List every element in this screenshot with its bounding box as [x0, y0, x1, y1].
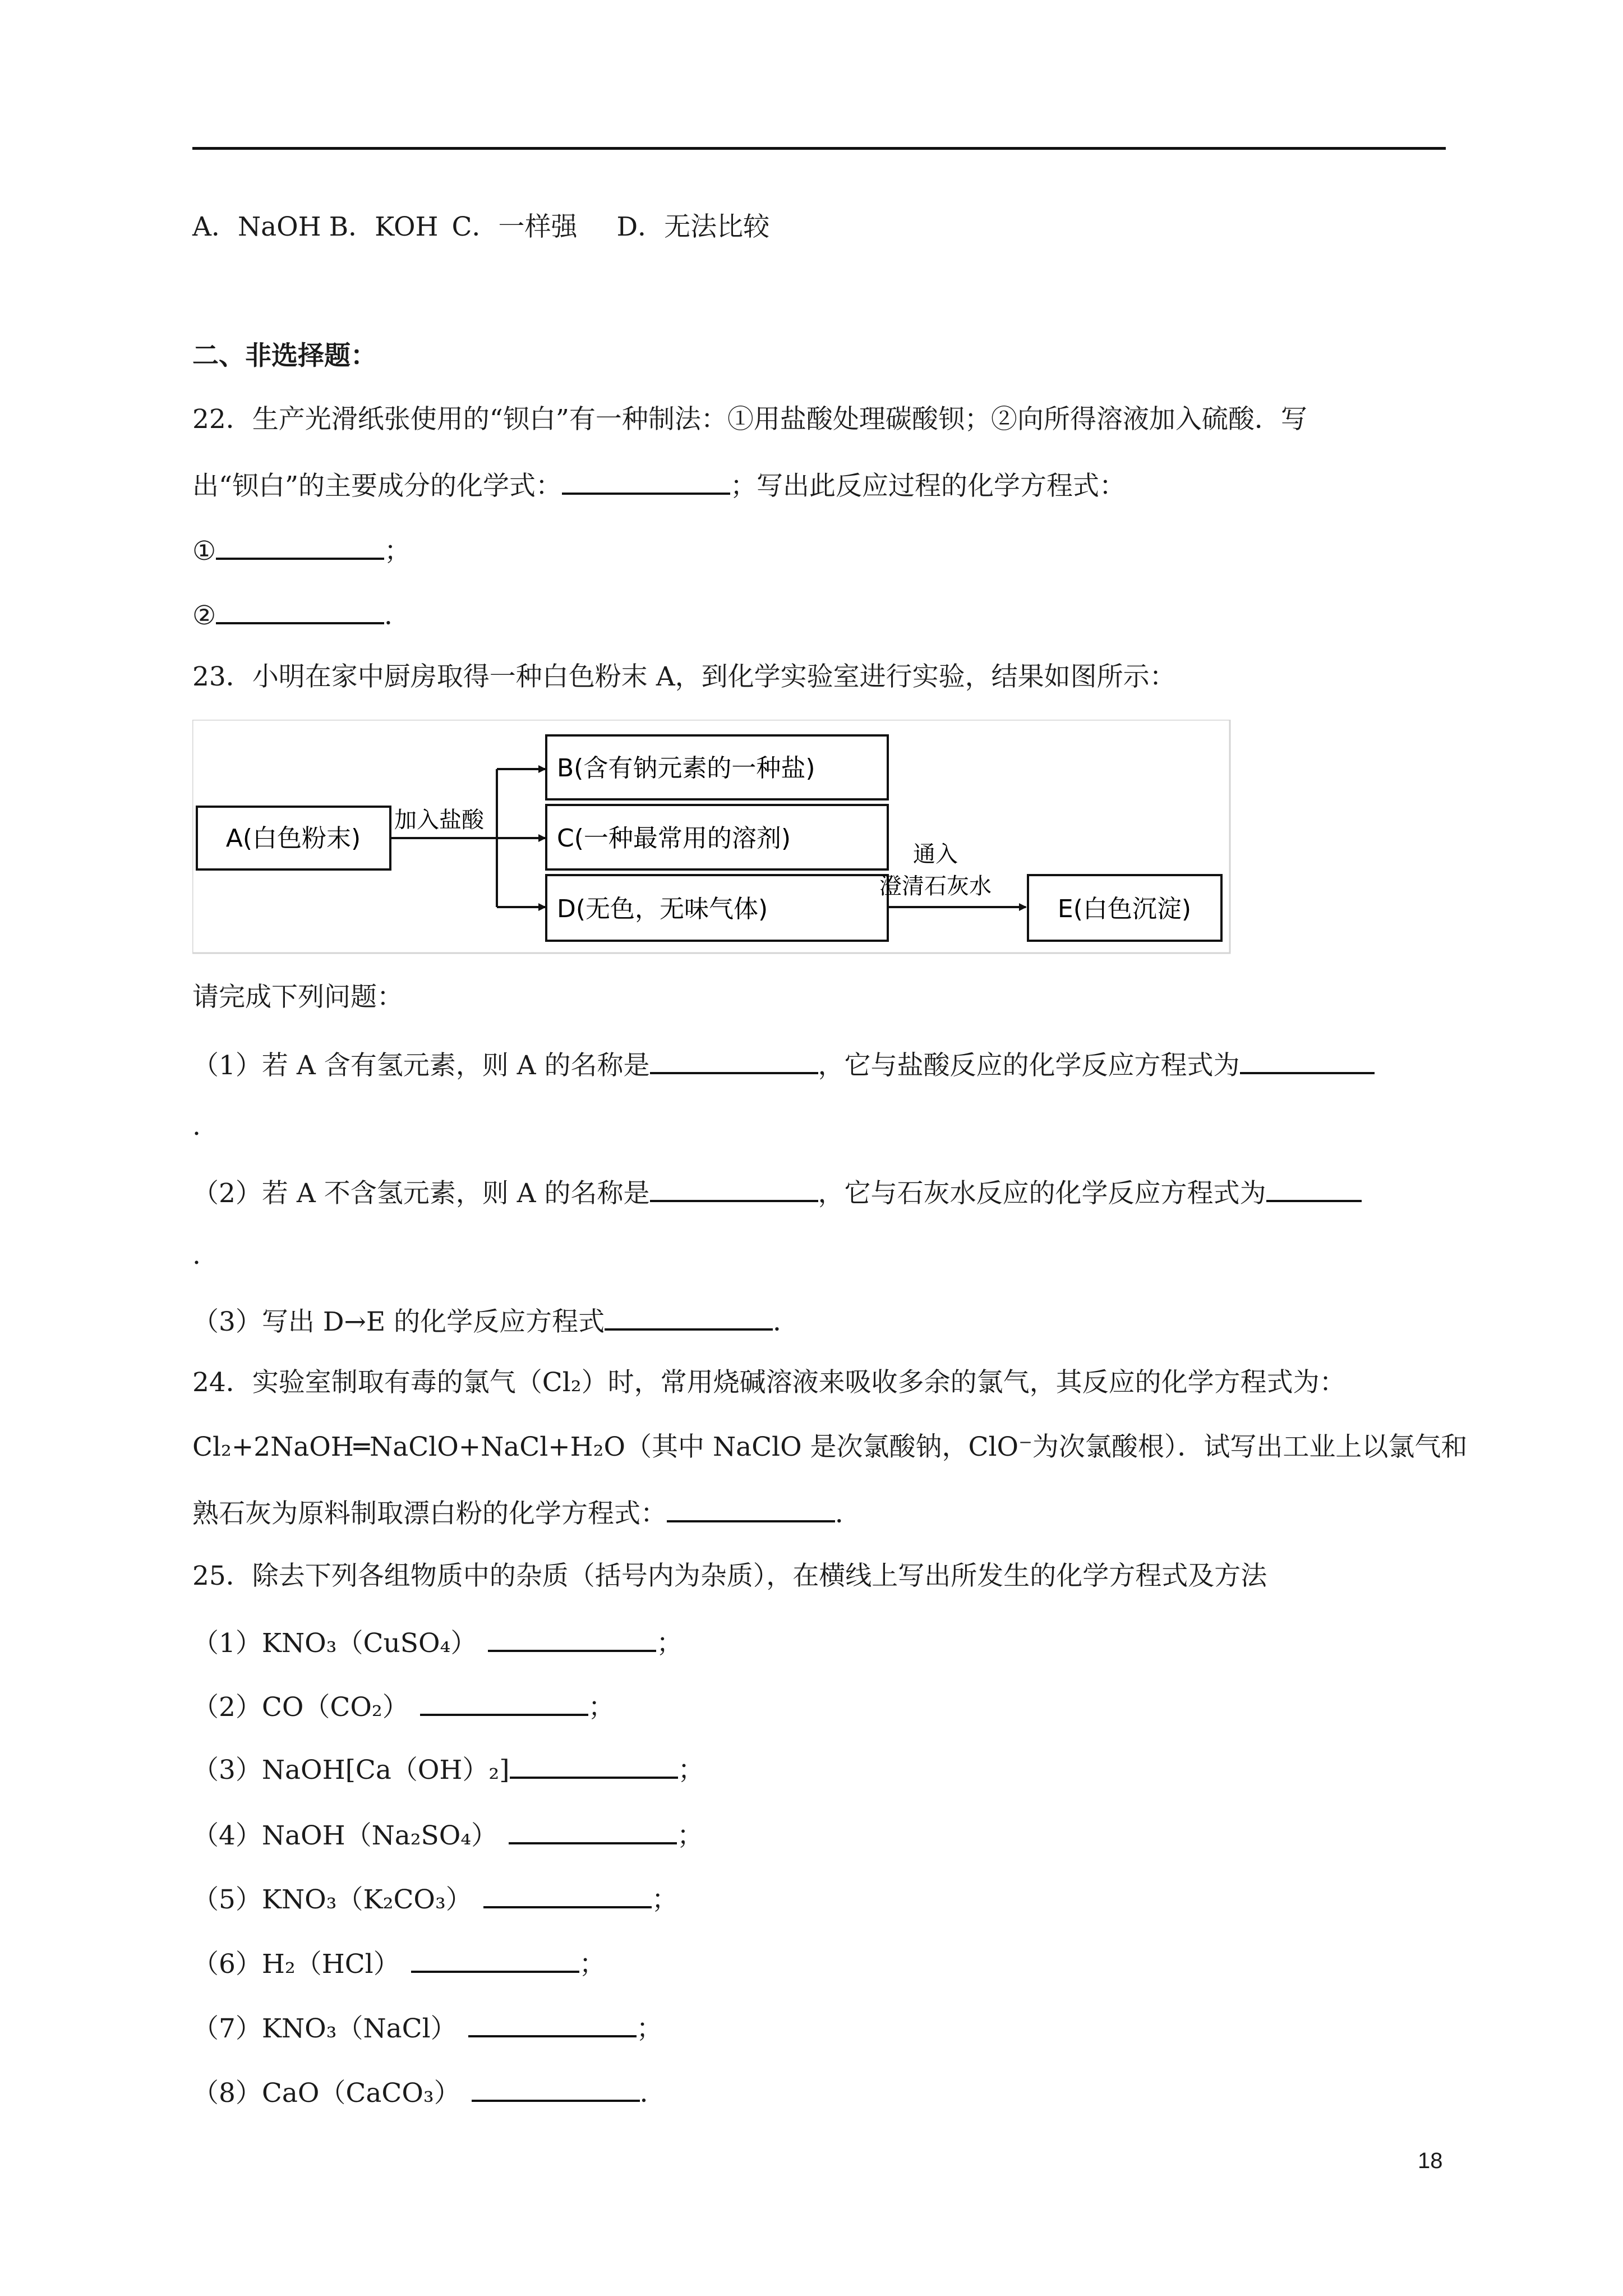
q22-item2-end: ．	[384, 600, 411, 631]
box-a-label: A(白色粉末)	[225, 824, 361, 853]
q23-p1-end: .	[192, 1111, 201, 1142]
q25-item-label: （3）NaOH[Ca（OH）₂]	[192, 1755, 510, 1786]
option-b[interactable]: B．KOH	[329, 211, 439, 242]
q25-item-blank[interactable]	[483, 1880, 652, 1908]
q25-item	[192, 2074, 666, 2110]
q22-item2-mark: ②	[192, 600, 216, 631]
q25-item	[192, 2009, 663, 2046]
arrow-d-label-1: 通入	[913, 841, 958, 867]
page-number: 18	[1418, 2148, 1443, 2173]
q23-p1-equation-blank[interactable]	[1240, 1046, 1375, 1074]
q22-item2	[192, 596, 411, 633]
q22-line1: 22．生产光滑纸张使用的“钡白”有一种制法：①用盐酸处理碳酸钡；②向所得溶液加入硫酸．写	[192, 404, 1307, 435]
header-rule	[192, 147, 1446, 150]
q23-p3-a: （3）写出 D→E 的化学反应方程式	[192, 1306, 605, 1337]
q25-item-end: ；	[677, 1820, 704, 1851]
q25-item-end: ；	[588, 1692, 615, 1723]
q22-formula-blank[interactable]	[562, 467, 730, 495]
q25-item-label: （4）NaOH（Na₂SO₄）	[192, 1820, 498, 1851]
q23-p3-end: ．	[773, 1306, 800, 1337]
q23-line1: 23．小明在家中厨房取得一种白色粉末 A，到化学实验室进行实验，结果如图所示：	[192, 661, 1176, 692]
q23-prompt: 请完成下列问题：	[192, 982, 403, 1013]
q23-p2-a: （2）若 A 不含氢元素，则 A 的名称是	[192, 1178, 650, 1209]
q24-blank[interactable]	[667, 1494, 835, 1522]
q25-item-blank[interactable]	[411, 1945, 579, 1973]
q25-item-blank[interactable]	[468, 2009, 637, 2037]
q24-line3-end: ．	[835, 1498, 861, 1529]
arrow-a-label: 加入盐酸	[394, 807, 484, 833]
q23-p2-end: .	[192, 1240, 201, 1271]
section-heading: 二、非选择题：	[192, 341, 377, 371]
q25-item-blank[interactable]	[510, 1751, 678, 1779]
option-d[interactable]: D．无法比较	[616, 211, 770, 242]
q25-item-end: ；	[651, 1884, 678, 1915]
q23-p2-equation-blank[interactable]	[1266, 1174, 1362, 1202]
box-c-label: C(一种最常用的溶剂)	[557, 824, 791, 853]
q23-p1-name-blank[interactable]	[650, 1046, 818, 1074]
q25-item-label: （5）KNO₃（K₂CO₃）	[192, 1884, 472, 1915]
q25-item-blank[interactable]	[509, 1816, 677, 1844]
q25-item	[192, 1816, 703, 1853]
q25-item-label: （7）KNO₃（NaCl）	[192, 2013, 457, 2044]
q25-item-end: ；	[656, 1628, 683, 1659]
q25-item	[192, 1688, 615, 1724]
q25-item-end: ；	[677, 1755, 704, 1786]
q25-item-blank[interactable]	[488, 1624, 656, 1652]
q25-item-label: （1）KNO₃（CuSO₄）	[192, 1628, 477, 1659]
options-line	[192, 210, 769, 244]
q23-p2	[192, 1174, 1362, 1211]
q22-line2-a: 出“钡白”的主要成分的化学式：	[192, 471, 562, 501]
q25-item-label: （2）CO（CO₂）	[192, 1692, 409, 1723]
q25-item	[192, 1624, 683, 1660]
q22-line2-b: ；写出此反应过程的化学方程式：	[730, 471, 1126, 501]
q24-line3	[192, 1494, 861, 1531]
q25-item-label: （6）H₂（HCl）	[192, 1949, 400, 1980]
q25-item-end: ；	[636, 2013, 663, 2044]
box-d-label: D(无色，无味气体)	[557, 895, 768, 923]
arrow-d-label-2: 澄清石灰水	[879, 873, 992, 899]
reaction-flow-diagram	[192, 720, 1231, 954]
q24-line2: Cl₂+2NaOH═NaClO+NaCl+H₂O（其中 NaClO 是次氯酸钠，ClO⁻为次氯酸根）．试写出工业上以氯气和	[192, 1432, 1468, 1462]
q22-item1	[192, 532, 411, 568]
q22-line2	[192, 467, 1126, 503]
q24-line3-a: 熟石灰为原料制取漂白粉的化学方程式：	[192, 1498, 667, 1529]
q25-item-blank[interactable]	[420, 1688, 588, 1716]
q23-p3	[192, 1303, 799, 1339]
option-c[interactable]: C．一样强	[451, 211, 578, 242]
q23-p3-blank[interactable]	[605, 1303, 773, 1331]
box-b-label: B(含有钠元素的一种盐)	[557, 754, 815, 783]
q25-line1: 25．除去下列各组物质中的杂质（括号内为杂质），在横线上写出所发生的化学方程式及方法	[192, 1561, 1267, 1591]
q23-p2-b: ，它与石灰水反应的化学反应方程式为	[818, 1178, 1266, 1209]
q25-item	[192, 1751, 704, 1787]
q22-item1-end: ；	[384, 536, 411, 567]
q25-item-label: （8）CaO（CaCO₃）	[192, 2078, 460, 2109]
q23-p1-a: （1）若 A 含有氢元素，则 A 的名称是	[192, 1050, 650, 1081]
q22-item2-blank[interactable]	[216, 596, 384, 624]
q25-item	[192, 1880, 678, 1917]
q23-p1	[192, 1046, 1375, 1083]
option-a[interactable]: A．NaOH	[192, 211, 321, 242]
q25-item-end: ；	[579, 1949, 606, 1980]
q25-item-blank[interactable]	[472, 2074, 640, 2102]
q22-item1-blank[interactable]	[216, 532, 384, 560]
q22-item1-mark: ①	[192, 536, 216, 567]
q23-p1-b: ，它与盐酸反应的化学反应方程式为	[818, 1050, 1240, 1081]
box-e-label: E(白色沉淀)	[1057, 895, 1192, 923]
q23-p2-name-blank[interactable]	[650, 1174, 818, 1202]
q25-item	[192, 1945, 606, 1981]
q25-item-end: ．	[639, 2078, 666, 2109]
q24-line1: 24．实验室制取有毒的氯气（Cl₂）时，常用烧碱溶液来吸收多余的氯气，其反应的化学方程式为：	[192, 1367, 1346, 1398]
